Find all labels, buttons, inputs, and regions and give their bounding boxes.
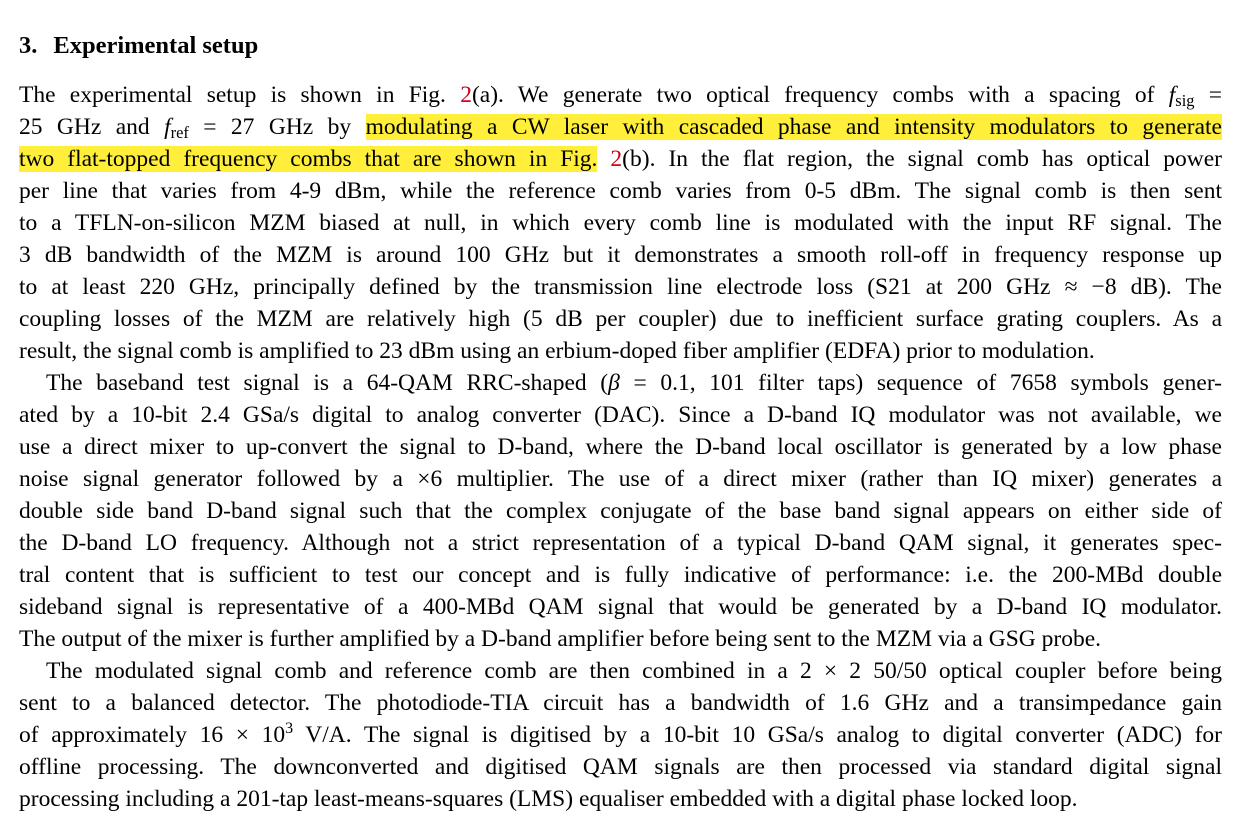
section-body bbox=[19, 79, 1222, 815]
section-title: Experimental setup bbox=[53, 32, 259, 59]
paragraph-1-line-3: two flat-topped frequency combs that are shown in Fig. 2(b). In the flat region, the signal comb has optical power bbox=[19, 146, 1222, 172]
paragraph-1-line-6: 3 dB bandwidth of the MZM is around 100 GHz but it demonstrates a smooth roll-off in frequency response up bbox=[19, 242, 1222, 268]
paragraph-3-line-3: of approximately $16 \times 10^3$ V/A. The signal is digitised by a 10-bit 10 GSa/s analog to digital converter (ADC) for bbox=[19, 720, 1223, 748]
paragraph-2-line-2: ated by a 10-bit 2.4 GSa/s digital to analog converter (DAC). Since a D-band IQ modulator was not available, we bbox=[19, 402, 1222, 428]
highlighted-text: two flat-topped frequency combs that are shown in Fig. bbox=[19, 146, 598, 172]
paragraph-1-line-9: result, the signal comb is amplified to 23 dBm using an erbium-doped fiber amplifier (EDFA) prior to modulation. bbox=[19, 338, 1095, 364]
paragraph-1-line-2: 25 GHz and $f_{ref} = 27$ GHz by modulating a CW laser with cascaded phase and intensity modulators to generate bbox=[19, 114, 1222, 143]
paragraph-2-line-3: use a direct mixer to up-convert the signal to D-band, where the D-band local oscillator is generated by a low phase bbox=[19, 434, 1222, 460]
paragraph-2-line-6: the D-band LO frequency. Although not a strict representation of a typical D-band QAM signal, it generates spec- bbox=[19, 530, 1222, 556]
paragraph-3-line-5: processing including a 201-tap least-means-squares (LMS) equaliser embedded with a digital phase locked loop. bbox=[19, 786, 1078, 812]
paragraph-3-line-4: offline processing. The downconverted and digitised QAM signals are then processed via standard digital signal bbox=[19, 754, 1222, 780]
figure-reference-link[interactable]: 2 bbox=[610, 146, 623, 172]
figure-reference-link[interactable]: 2 bbox=[460, 82, 472, 108]
paragraph-2-line-5: double side band D-band signal such that the complex conjugate of the base band signal appears on either side of bbox=[19, 498, 1222, 524]
paragraph-1-line-5: to a TFLN-on-silicon MZM biased at null, in which every comb line is modulated with the input RF signal. The bbox=[19, 210, 1222, 236]
section-number: 3. bbox=[19, 32, 38, 59]
highlighted-text: modulating a CW laser with cascaded phase and intensity modulators to generate bbox=[365, 114, 1222, 140]
section-heading bbox=[19, 30, 258, 62]
paragraph-1-line-7: to at least 220 GHz, principally defined by the transmission line electrode loss (S21 at 200 GHz ≈ −8 dB). The bbox=[19, 274, 1222, 300]
paragraph-2-line-9: The output of the mixer is further amplified by a D-band amplifier before being sent to the MZM via a GSG probe. bbox=[19, 626, 1102, 652]
previous-page-text-fragment bbox=[20, 0, 1230, 7]
paragraph-3-line-2: sent to a balanced detector. The photodiode-TIA circuit has a bandwidth of 1.6 GHz and a transimpedance gain bbox=[19, 690, 1222, 716]
paragraph-2-line-4: noise signal generator followed by a ×6 multiplier. The use of a direct mixer (rather than IQ mixer) generates a bbox=[19, 466, 1222, 492]
paragraph-1-line-4: per line that varies from 4-9 dBm, while the reference comb varies from 0-5 dBm. The signal comb is then sent bbox=[19, 178, 1222, 204]
paragraph-1-line-8: coupling losses of the MZM are relatively high (5 dB per coupler) due to inefficient surface grating couplers. As a bbox=[19, 306, 1222, 332]
paragraph-1-line-1: The experimental setup is shown in Fig. 2(a). We generate two optical frequency combs with a spacing of $f_{sig}$ = bbox=[19, 82, 1223, 111]
paragraph-2-line-8: sideband signal is representative of a 400-MBd QAM signal that would be generated by a D-band IQ modulator. bbox=[19, 594, 1222, 620]
paragraph-2-line-7: tral content that is sufficient to test our concept and is fully indicative of performance: i.e. the 200-MBd double bbox=[19, 562, 1222, 588]
paragraph-2-line-1: The baseband test signal is a 64-QAM RRC-shaped (β = 0.1, 101 filter taps) sequence of 7658 symbols gener- bbox=[46, 370, 1223, 396]
paragraph-3-line-1: The modulated signal comb and reference comb are then combined in a 2 × 2 50/50 optical coupler before being bbox=[46, 658, 1222, 684]
